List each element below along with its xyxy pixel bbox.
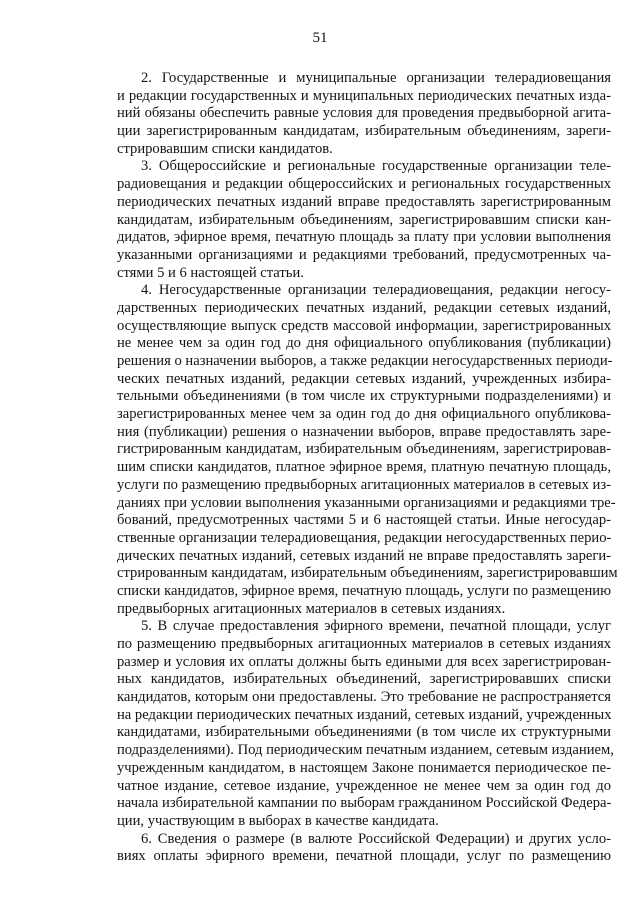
text-line: дарственных периодических печатных изданий, редакции сетевых изданий, <box>117 299 611 316</box>
text-line: дидатов, эфирное время, печатную площадь за плату при условии выполнения <box>117 229 611 246</box>
text-line: услуги по размещению предвыборных агитационных материалов в сетевых из- <box>117 476 611 493</box>
text-line: ственные организации телерадиовещания, редакции негосударственных перио- <box>117 529 612 546</box>
text-line: ния (публикации) решения о назначении выборов, вправе предоставлять заре- <box>117 423 611 440</box>
text-line: виях оплаты эфирного времени, печатной площади, услуг по размещению <box>117 848 611 865</box>
text-line: 6. Сведения о размере (в валюте Российской Федерации) и других усло- <box>141 830 611 847</box>
text-line: чатное издание, сетевое издание, учрежденное не менее чем за один год до <box>117 777 611 794</box>
text-line: списки кандидатов, эфирное время, печатную площадь, услуги по размещению <box>117 582 611 599</box>
text-line: размер и условия их оплаты должны быть едиными для всех зарегистрирован- <box>117 653 611 670</box>
text-line: осуществляющие выпуск средств массовой информации, зарегистрированных <box>117 317 611 334</box>
text-line: стрированным кандидатам, избирательным объединениям, зарегистрировавшим <box>117 565 618 582</box>
paragraph <box>117 618 614 830</box>
text-line: шим списки кандидатов, платное эфирное время, платную печатную площадь, <box>117 459 611 476</box>
text-line: кандидатам, избирательным объединениям, зарегистрировавшим списки кан- <box>117 211 611 228</box>
paragraph <box>117 282 618 618</box>
text-line: и редакции государственных и муниципальных периодических печатных изда- <box>117 87 611 104</box>
text-line: учрежденным кандидатом, в настоящем Законе понимается периодическое пе- <box>117 759 611 776</box>
text-line: 4. Негосударственные организации телерадиовещания, редакции негосу- <box>141 282 611 299</box>
text-line: тельными объединениями (в том числе их структурными подразделениями) и <box>117 388 611 405</box>
text-line: гистрированным кандидатам, избирательным объединениям, зарегистрировав- <box>117 441 611 458</box>
text-line: ных кандидатов, избирательных объединений, зарегистрировавших списки <box>117 671 611 688</box>
text-line: зарегистрированных менее чем за один год до дня официального опубликова- <box>117 406 611 423</box>
text-line: на редакции периодических печатных изданий, сетевых изданий, учрежденных <box>117 706 612 723</box>
text-line: указанными организациями и редакциями требований, предусмотренных ча- <box>117 246 611 263</box>
page-number: 51 <box>312 30 328 46</box>
text-line: 2. Государственные и муниципальные организации телерадиовещания <box>141 70 611 86</box>
paragraph <box>117 70 611 158</box>
body-text <box>117 70 618 866</box>
text-line: 3. Общероссийские и региональные государственные организации теле- <box>141 158 611 175</box>
text-line: кандидатами, избирательными объединениями (в том числе их структурными <box>117 724 611 741</box>
text-line: начала избирательной кампании по выборам гражданином Российской Федера- <box>117 795 612 812</box>
text-line: по размещению предвыборных агитационных материалов в сетевых изданиях <box>117 636 611 652</box>
paragraph <box>117 158 611 282</box>
text-line: ции, участвующим в выборах в качестве кандидата. <box>117 812 439 829</box>
text-line: стями 5 и 6 настоящей статьи. <box>117 264 304 281</box>
text-line: бований, предусмотренных частями 5 и 6 настоящей статьи. Иные негосудар- <box>117 512 611 529</box>
text-line: даниях при условии выполнения указанными организациями и редакциями тре- <box>117 494 616 511</box>
text-line: предвыборных агитационных материалов в сетевых изданиях. <box>117 600 506 617</box>
text-line: дических печатных изданий, сетевых изданий не вправе предоставлять зареги- <box>117 547 611 564</box>
text-line: кандидатов, которым они предоставлены. Это требование не распространяется <box>117 689 611 706</box>
text-line: 5. В случае предоставления эфирного времени, печатной площади, услуг <box>141 618 611 635</box>
text-line: ции зарегистрированным кандидатам, избирательным объединениям, зареги- <box>117 123 611 140</box>
text-line: не менее чем за один год до дня официального опубликования (публикации) <box>117 335 611 352</box>
text-line: стрировавшим списки кандидатов. <box>117 140 333 157</box>
text-line: периодических печатных изданий вправе предоставлять зарегистрированным <box>117 193 611 210</box>
text-line: подразделениями). Под периодическим печатным изданием, сетевым изданием, <box>117 742 614 759</box>
text-line: ний обязаны обеспечить равные условия для проведения предвыборной агита- <box>117 105 611 122</box>
text-line: решения о назначении выборов, а также редакции негосударственных периоди- <box>117 353 613 369</box>
text-line: ческих печатных изданий, редакции сетевых изданий, учрежденных избира- <box>117 370 611 387</box>
paragraph <box>117 831 611 866</box>
text-line: радиовещания и редакции общероссийских и региональных государственных <box>117 176 611 193</box>
